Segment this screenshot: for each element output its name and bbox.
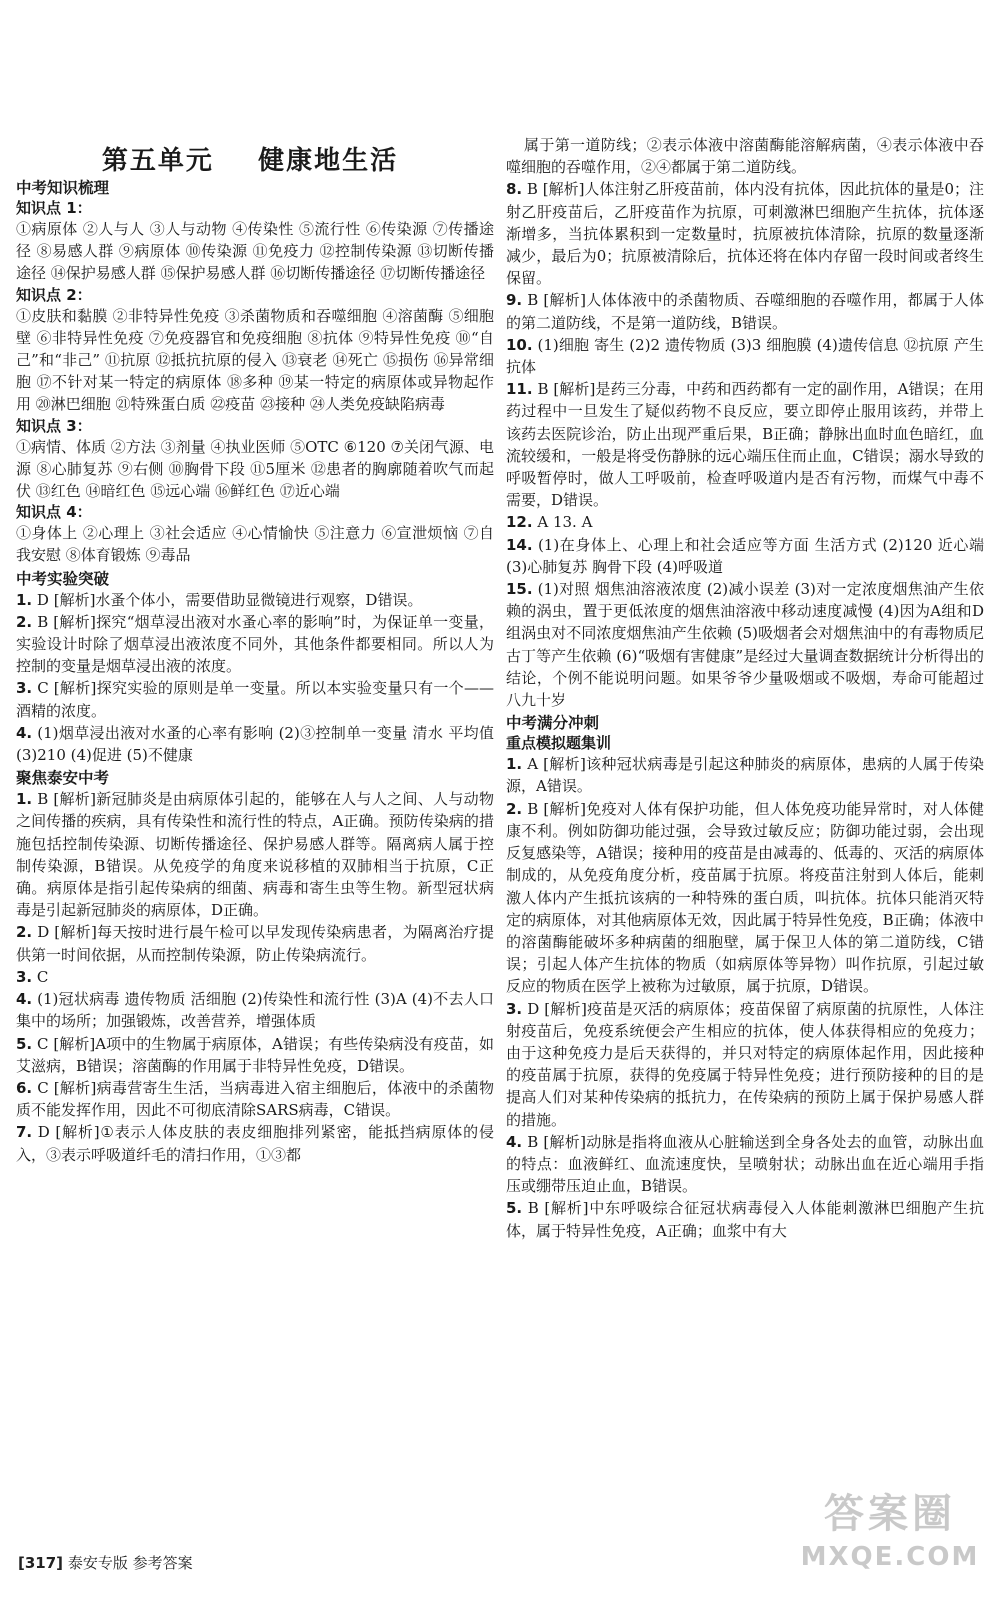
answer-item [506, 378, 984, 511]
left-column [16, 176, 494, 1596]
answer-text: C [36, 967, 49, 986]
watermark-text: 答案圈 [824, 1491, 956, 1537]
section-heading: 中考知识梳理 [16, 179, 110, 197]
answer-text: B [解析]中东呼吸综合征冠状病毒侵入人体能刺激淋巴细胞产生抗体，属于特异性免疫，A正确；血浆中有大 [506, 1199, 984, 1240]
question-number: 3. [16, 967, 33, 986]
question-number: 8. [506, 180, 523, 199]
question-number: 5. [506, 1199, 523, 1218]
answer-item [16, 921, 494, 965]
answer-item [16, 1077, 494, 1121]
question-number: 9. [506, 291, 523, 310]
question-number: 2. [16, 612, 33, 631]
answer-text: A [解析]该种冠状病毒是引起这种肺炎的病原体，患病的人属于传染源，A错误。 [506, 755, 984, 796]
answer-text: (1)细胞 寄生 (2)2 遗传物质 (3)3 细胞膜 (4)遗传信息 ⑫抗原 产生抗体 [506, 335, 984, 377]
question-number: 1. [16, 790, 33, 809]
answer-item [506, 289, 984, 333]
question-number: 11. [506, 380, 533, 399]
section-heading: 中考满分冲刺 [506, 714, 600, 733]
watermark-url: MXQE.COM [800, 1542, 980, 1572]
answer-paragraph: ①皮肤和黏膜 ②非特异性免疫 ③杀菌物质和吞噬细胞 ④溶菌酶 ⑤细胞壁 ⑥非特异性免疫 ⑦免疫器官和免疫细胞 ⑧抗体 ⑨特异性免疫 ⑩“自己”和“非己” ⑪抗原 ⑫抵抗抗原的侵入 ⑬衰老 ⑭死亡 ⑮损伤 ⑯异常细胞 ⑰不针对某一特定的病原体 ⑱多种 ⑲某一特定的病原体或异物起作用 ⑳淋巴细胞 ㉑特殊蛋白质 ㉒疫苗 ㉓接种 ㉔人类免疫缺陷病毒 [16, 306, 494, 414]
answer-text: C [解析]探究实验的原则是单一变量。所以本实验变量只有一个——酒精的浓度。 [16, 679, 494, 720]
page-title: 第五单元 健康地生活 [101, 146, 399, 176]
answer-item [16, 677, 494, 721]
answer-item [506, 1197, 984, 1241]
section-heading: 中考实验突破 [16, 569, 110, 588]
answer-item [16, 1033, 494, 1077]
question-number: 6. [16, 1078, 33, 1097]
answer-item [506, 511, 984, 533]
answer-text: D [解析]每天按时进行晨午检可以早发现传染病患者，为隔离治疗提供第一时间依据，从而控制传染源，防止传染病流行。 [16, 923, 494, 964]
answer-paragraph: ①病原体 ②人与人 ③人与动物 ④传染性 ⑤流行性 ⑥传染源 ⑦传播途径 ⑧易感人群 ⑨病原体 ⑩传染源 ⑪免疫力 ⑫控制传染源 ⑬切断传播途径 ⑭保护易感人群 ⑮保护易感人群 ⑯切断传播途径 ⑰切断传播途径 [16, 220, 494, 283]
answer-paragraph: ①身体上 ②心理上 ③社会适应 ④心情愉快 ⑤注意力 ⑥宣泄烦恼 ⑦自我安慰 ⑧体育锻炼 ⑨毒品 [16, 524, 494, 565]
question-number: 14. [506, 535, 533, 554]
subsection-heading: 知识点 3： [16, 416, 92, 435]
question-number: 10. [506, 335, 533, 354]
question-number: 4. [16, 990, 33, 1009]
subsection-heading: 知识点 1： [16, 199, 92, 217]
answer-text: B [解析]免疫对人体有保护功能，但人体免疫功能异常时，对人体健康不利。例如防御功能过强，会导致过敏反应；防御功能过弱，会出现反复感染等，A错误；接种用的疫苗是由减毒的、低毒的、灭活的病原体制成的，从免疫角度分析，疫苗属于抗原。将疫苗注射到人体后，能刺激人体内产生抵抗该病的一种特殊的蛋白质，叫抗体。抗体只能消灭特定的病原体，对其他病原体无效，因此属于特异性免疫，B正确；体液中的溶菌酶能破坏多种病菌的细胞壁，属于保卫人体的第二道防线，C错误；引起人体产生抗体的物质（如病原体等异物）叫作抗原，引起过敏反应的物质在医学上被称为过敏原，属于抗原，D错误。 [506, 799, 984, 996]
answer-text: C [解析]A项中的生物属于病原体，A错误；有些传染病没有疫苗，如艾滋病，B错误；溶菌酶的作用属于非特异性免疫，D错误。 [16, 1034, 494, 1075]
answer-item [16, 722, 494, 766]
answer-text: A 13. A [537, 513, 593, 532]
question-number: 4. [506, 1132, 523, 1151]
answer-text: (1)烟草浸出液对水蚤的心率有影响 (2)③控制单一变量 清水 平均值 (3)210 (4)促进 (5)不健康 [16, 723, 494, 765]
answer-text: B [解析]人体注射乙肝疫苗前，体内没有抗体，因此抗体的量是0；注射乙肝疫苗后，乙肝疫苗作为抗原，可刺激淋巴细胞产生抗体，抗体逐渐增多，当抗体累积到一定数量时，抗原被抗体清除，抗原的数量逐渐减少，最后为0；抗原被清除后，抗体还将在体内存留一段时间或者终生保留。 [506, 180, 984, 288]
right-column [506, 134, 984, 1600]
question-number: 2. [506, 799, 523, 818]
answer-text: (1)冠状病毒 遗传物质 活细胞 (2)传染性和流行性 (3)A (4)不去人口集中的场所；加强锻炼，改善营养，增强体质 [16, 990, 494, 1031]
answer-item [506, 534, 984, 578]
answer-item [16, 1121, 494, 1165]
answer-text: B [解析]探究“烟草浸出液对水蚤心率的影响”时，为保证单一变量，实验设计时除了烟草浸出液浓度不同外，其他条件都要相同。所以人为控制的变量是烟草浸出液的浓度。 [16, 612, 494, 676]
answer-item [506, 1131, 984, 1198]
answer-text: C [解析]病毒营寄生生活，当病毒进入宿主细胞后，体液中的杀菌物质不能发挥作用，因此不可彻底清除SARS病毒，C错误。 [16, 1078, 494, 1120]
question-number: 1. [16, 590, 33, 609]
footer-text: 泰安专版 参考答案 [67, 1554, 193, 1572]
answer-paragraph: 属于第一道防线；②表示体液中溶菌酶能溶解病菌，④表示体液中吞噬细胞的吞噬作用，②④都属于第二道防线。 [506, 136, 984, 177]
watermark-logo [800, 1486, 980, 1590]
subsection-heading: 知识点 2： [16, 285, 92, 304]
question-number: 15. [506, 580, 533, 599]
answer-item [16, 788, 494, 921]
answer-text: D [解析]疫苗是灭活的病原体；疫苗保留了病原菌的抗原性，人体注射疫苗后，免疫系统便会产生相应的抗体，使人体获得相应的免疫力；由于这种免疫力是后天获得的，并只对特定的病原体起作用，因此接种的疫苗属于抗原，获得的免疫属于特异性免疫；进行预防接种的目的是提高人们对某种传染病的抵抗力，在传染病的预防上属于保护易感人群的措施。 [506, 999, 984, 1129]
subsection-heading: 重点模拟题集训 [506, 734, 612, 753]
answer-text: (1)在身体上、心理上和社会适应等方面 生活方式 (2)120 近心端 (3)心肺复苏 胸骨下段 (4)呼吸道 [506, 535, 984, 576]
page-footer [18, 1552, 193, 1573]
answer-text: B [解析]新冠肺炎是由病原体引起的，能够在人与人之间、人与动物之间传播的疾病，具有传染性和流行性的特点，A正确。预防传染病的措施包括控制传染源、切断传播途径、保护易感人群等。隔离病人属于控制传染源，B错误。从免疫学的角度来说移植的双肺相当于抗原，C正确。病原体是指引起传染病的细菌、病毒和寄生虫等生物。新型冠状病毒是引起新冠肺炎的病原体，D正确。 [16, 790, 494, 920]
answer-text: D [解析]①表示人体皮肤的表皮细胞排列紧密，能抵挡病原体的侵入，③表示呼吸道纤毛的清扫作用，①③都 [16, 1123, 494, 1164]
answer-item [506, 178, 984, 289]
answer-item [506, 578, 984, 711]
answer-text: B [解析]是药三分毒，中药和西药都有一定的副作用，A错误；在用药过程中一旦发生了疑似药物不良反应，要立即停止服用该药，并带上该药去医院诊治，防止出现严重后果，B正确；静脉出血时血色暗红，血流较缓和，一般是将受伤静脉的远心端压住而止血，C错误；溺水导致的呼吸暂停时，做人工呼吸前，检查呼吸道内是否有污物，而煤气中毒不需要，D错误。 [506, 380, 984, 510]
question-number: 7. [16, 1123, 33, 1142]
question-number: 2. [16, 923, 33, 942]
question-number: 12. [506, 513, 533, 532]
answer-item [506, 798, 984, 998]
question-number: 3. [506, 999, 523, 1018]
subsection-heading: 知识点 4： [16, 503, 92, 522]
answer-paragraph: ①病情、体质 ②方法 ③剂量 ④执业医师 ⑤OTC ⑥120 ⑦关闭气源、电源 ⑧心肺复苏 ⑨右侧 ⑩胸骨下段 ⑪5厘米 ⑫患者的胸廓随着吹气而起伏 ⑬红色 ⑭暗红色 ⑮远心端 ⑯鲜红色 ⑰近心端 [16, 437, 494, 501]
section-heading: 聚焦泰安中考 [16, 769, 110, 788]
answer-item [16, 611, 494, 678]
question-number: 1. [506, 755, 523, 774]
question-number: 4. [16, 723, 33, 742]
page-number: [317] [18, 1554, 64, 1572]
answer-item [16, 988, 494, 1032]
answer-item [506, 753, 984, 797]
answer-item [16, 966, 494, 988]
question-number: 5. [16, 1034, 33, 1053]
answer-text: (1)对照 烟焦油溶液浓度 (2)减小误差 (3)对一定浓度烟焦油产生依赖的涡虫，置于更低浓度的烟焦油溶液中移动速度减慢 (4)因为A组和D组涡虫对不同浓度烟焦油产生依赖 (5)吸烟者会对烟焦油中的有毒物质尼古丁等产生依赖 (6)“吸烟有害健康”是经过大量调查数据统计分析得出的结论，个例不能说明问题。如果爷爷少量吸烟或不吸烟，寿命可能超过八九十岁 [506, 580, 984, 710]
question-number: 3. [16, 679, 33, 698]
answer-text: B [解析]动脉是指将血液从心脏输送到全身各处去的血管，动脉出血的特点：血液鲜红、血流速度快，呈喷射状；动脉出血在近心端用手指压或绷带压迫止血，B错误。 [506, 1132, 984, 1196]
answer-text: D [解析]水蚤个体小，需要借助显微镜进行观察，D错误。 [36, 590, 423, 609]
answer-item [506, 334, 984, 378]
answer-text: B [解析]人体体液中的杀菌物质、吞噬细胞的吞噬作用，都属于人体的第二道防线，不是第一道防线，B错误。 [506, 291, 984, 332]
answer-item [506, 998, 984, 1131]
answer-item [16, 589, 494, 611]
